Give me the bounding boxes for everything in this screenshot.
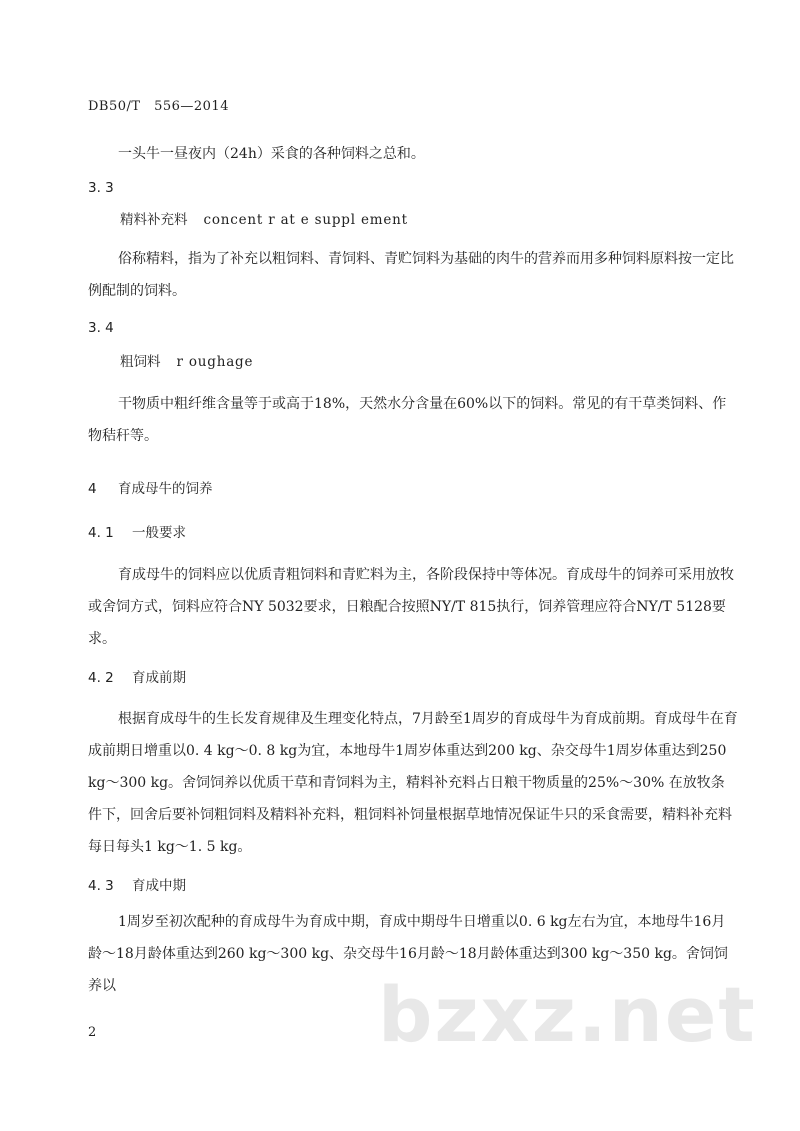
section-title: 育成中期 [132, 878, 186, 894]
paragraph-mid-rearing: 1周岁至初次配种的育成母牛为育成中期，育成中期母牛日增重以0. 6 kg左右为宜，本地母牛16月龄～18月龄体重达到260 kg～300 kg、杂交母牛16月龄～18月龄体重达到300 kg～350 kg。舍饲饲养以 [88, 914, 728, 994]
term-en: r oughage [176, 354, 254, 370]
section-number: 4. 3 [88, 878, 114, 894]
section-heading-4-1 [88, 521, 186, 541]
section-heading-4-3 [88, 874, 186, 894]
section-title: 育成前期 [132, 670, 186, 686]
paragraph-concentrate-definition: 俗称精料，指为了补充以粗饲料、青饲料、青贮饲料为基础的肉牛的营养而用多种饲料原料按一定比例配制的饲料。 [88, 251, 734, 299]
paragraph-general-requirements: 育成母牛的饲料应以优质青粗饲料和青贮料为主，各阶段保持中等体况。育成母牛的饲养可采用放牧或舍饲方式，饲料应符合NY 5032要求，日粮配合按照NY/T 815执行，饲养管理应符合NY/T 5128要求。 [88, 567, 734, 647]
standard-number: DB50/T 556—2014 [88, 99, 229, 114]
term-roughage [120, 350, 253, 370]
section-heading-4-2 [88, 666, 186, 686]
watermark: bzxz.net [378, 970, 757, 1059]
section-title: 育成母牛的饲养 [118, 481, 213, 497]
page-number: 2 [88, 1025, 97, 1040]
term-concentrate-supplement [120, 208, 408, 228]
paragraph-early-rearing: 根据育成母牛的生长发育规律及生理变化特点，7月龄至1周岁的育成母牛为育成前期。育成母牛在育成前期日增重以0. 4 kg～0. 8 kg为宜，本地母牛1周岁体重达到200 kg、杂交母牛1周岁体重达到250 kg～300 kg。舍饲饲养以优质干草和青饲料为主，精料补充料占日粮干物质量的25%～30% 在放牧条件下，回舍后要补饲粗饲料及精料补充料，粗饲料补饲量根据草地情况保证牛只的采食需要，精料补充料每日每头1 kg～1. 5 kg。 [88, 711, 738, 855]
term-en: concent r at e suppl ement [203, 212, 408, 228]
term-zh: 精料补充料 [120, 212, 188, 228]
section-number: 4. 1 [88, 525, 114, 541]
clause-number-3-4: 3. 4 [88, 320, 114, 336]
section-number: 4. 2 [88, 670, 114, 686]
paragraph-intake-definition: 一头牛一昼夜内（24h）采食的各种饲料之总和。 [118, 146, 425, 162]
paragraph-roughage-definition: 干物质中粗纤维含量等于或高于18%，天然水分含量在60%以下的饲料。常见的有干草类饲料、作物秸秆等。 [88, 396, 727, 444]
section-title: 一般要求 [132, 525, 186, 541]
section-heading-4 [88, 477, 213, 497]
section-number: 4 [88, 481, 97, 497]
clause-number-3-3: 3. 3 [88, 180, 114, 196]
term-zh: 粗饲料 [120, 354, 161, 370]
